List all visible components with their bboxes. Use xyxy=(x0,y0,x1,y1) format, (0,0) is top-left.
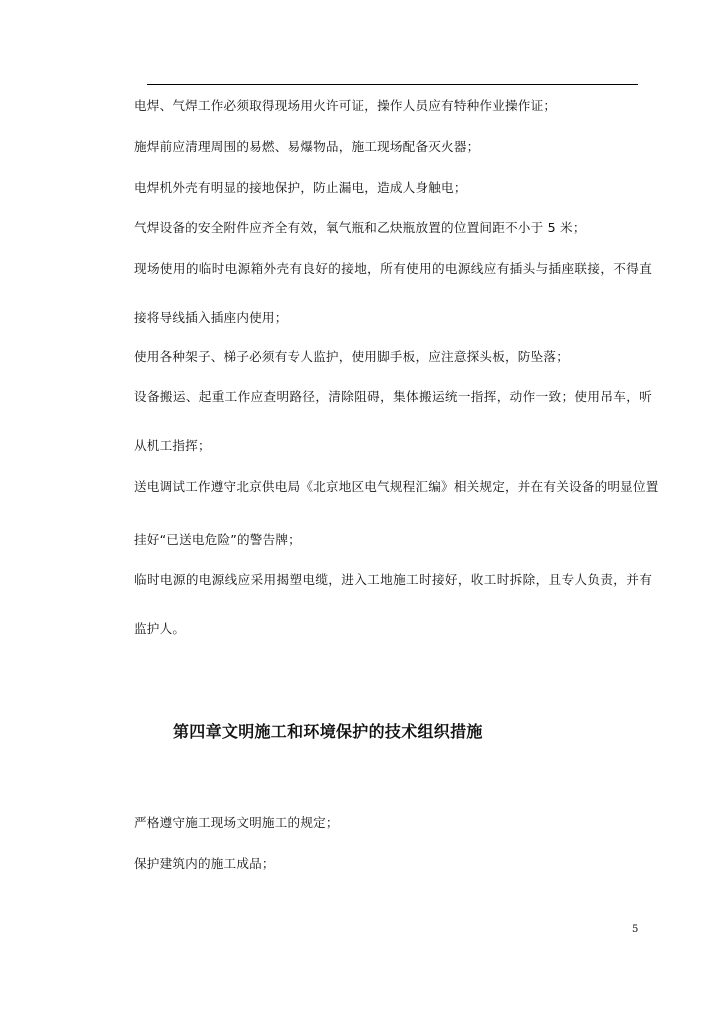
text-line: 送电调试工作遵守北京供电局《北京地区电气规程汇编》相关规定，并在有关设备的明显位置 xyxy=(134,479,659,494)
text-line: 从机工指挥； xyxy=(134,438,211,453)
text-line: 临时电源的电源线应采用揭塑电缆，进入工地施工时接好，收工时拆除，且专人负责，并有 xyxy=(134,572,652,587)
page-number: 5 xyxy=(632,924,639,935)
text-line: 接将导线插入插座内使用； xyxy=(134,310,288,325)
text-line: 电焊机外壳有明显的接地保护，防止漏电，造成人身触电； xyxy=(134,180,467,195)
text-line: 施焊前应清理周围的易燃、易爆物品，施工现场配备灭火器； xyxy=(134,139,480,154)
text-line: 现场使用的临时电源箱外壳有良好的接地，所有使用的电源线应有插头与插座联接，不得直 xyxy=(134,261,652,276)
text-line: 严格遵守施工现场文明施工的规定； xyxy=(134,815,339,830)
header-rule xyxy=(147,84,638,85)
text-line: 气焊设备的安全附件应齐全有效，氧气瓶和乙炔瓶放置的位置间距不小于 5 米； xyxy=(134,220,586,235)
text-line: 挂好“已送电危险”的警告牌； xyxy=(134,532,301,547)
text-line: 设备搬运、起重工作应查明路径，清除阻碍，集体搬运统一指挥，动作一致；使用吊车，听 xyxy=(134,389,652,404)
text-line: 保护建筑内的施工成品； xyxy=(134,856,275,871)
text-line: 电焊、气焊工作必须取得现场用火许可证，操作人员应有特种作业操作证； xyxy=(134,98,557,113)
text-line: 使用各种架子、梯子必须有专人监护，使用脚手板，应注意探头板，防坠落； xyxy=(134,349,569,364)
text-line: 监护人。 xyxy=(134,621,186,636)
chapter-title: 第四章文明施工和环境保护的技术组织措施 xyxy=(173,722,483,741)
